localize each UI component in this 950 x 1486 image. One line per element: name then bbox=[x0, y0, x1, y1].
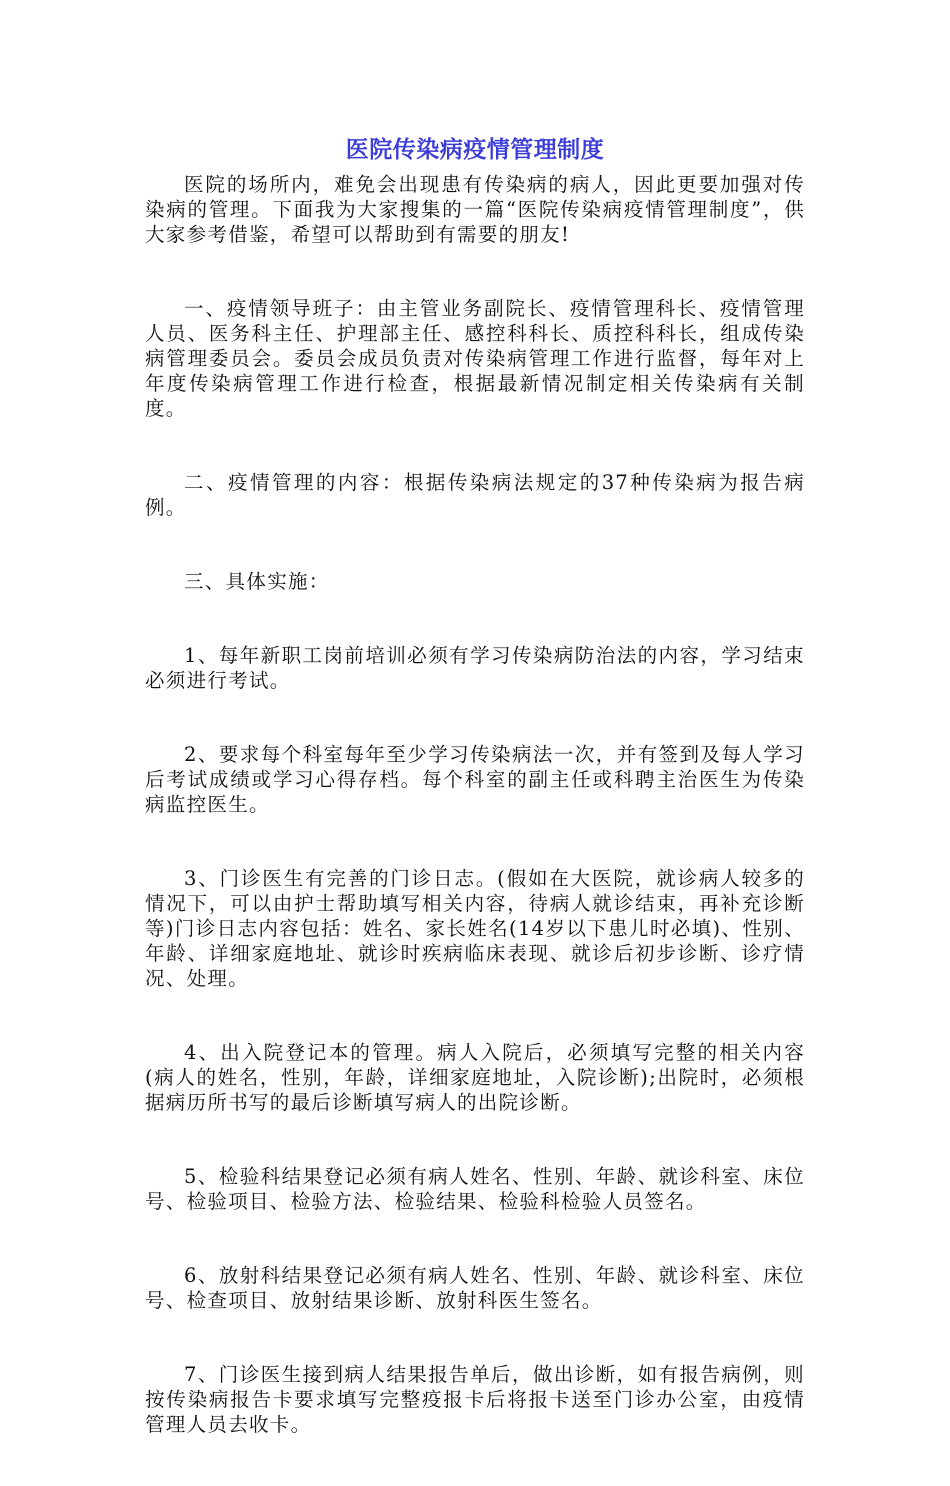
item-7-paragraph: 7、门诊医生接到病人结果报告单后，做出诊断，如有报告病例，则按传染病报告卡要求填写完整疫报卡后将报卡送至门诊办公室，由疫情管理人员去收卡。 bbox=[145, 1363, 805, 1436]
item-4-paragraph: 4、出入院登记本的管理。病人入院后，必须填写完整的相关内容(病人的姓名，性别，年龄，详细家庭地址，入院诊断);出院时，必须根据病历所书写的最后诊断填写病人的出院诊断。 bbox=[145, 1041, 805, 1114]
section-leadership-paragraph: 一、疫情领导班子：由主管业务副院长、疫情管理科长、疫情管理人员、医务科主任、护理部主任、感控科科长、质控科科长，组成传染病管理委员会。委员会成员负责对传染病管理工作进行监督，每年对上年度传染病管理工作进行检查，根据最新情况制定相关传染病有关制度。 bbox=[145, 297, 805, 420]
section-implementation-heading: 三、具体实施： bbox=[184, 570, 330, 593]
section-content-paragraph: 二、疫情管理的内容：根据传染病法规定的37种传染病为报告病例。 bbox=[145, 471, 805, 519]
item-5-paragraph: 5、检验科结果登记必须有病人姓名、性别、年龄、就诊科室、床位号、检验项目、检验方法、检验结果、检验科检验人员签名。 bbox=[145, 1165, 805, 1213]
item-1-paragraph: 1、每年新职工岗前培训必须有学习传染病防治法的内容，学习结束必须进行考试。 bbox=[145, 644, 805, 692]
document-title: 医院传染病疫情管理制度 bbox=[345, 137, 605, 163]
document-page bbox=[145, 130, 805, 1486]
item-3-paragraph: 3、门诊医生有完善的门诊日志。(假如在大医院，就诊病人较多的情况下，可以由护士帮助填写相关内容，待病人就诊结束，再补充诊断等)门诊日志内容包括：姓名、家长姓名(14岁以下患儿时必填)、性别、年龄、详细家庭地址、就诊时疾病临床表现、就诊后初步诊断、诊疗情况、处理。 bbox=[145, 867, 805, 990]
item-2-paragraph: 2、要求每个科室每年至少学习传染病法一次，并有签到及每人学习后考试成绩或学习心得存档。每个科室的副主任或科聘主治医生为传染病监控医生。 bbox=[145, 743, 805, 816]
item-6-paragraph: 6、放射科结果登记必须有病人姓名、性别、年龄、就诊科室、床位号、检查项目、放射结果诊断、放射科医生签名。 bbox=[145, 1264, 805, 1312]
intro-paragraph: 医院的场所内，难免会出现患有传染病的病人，因此更要加强对传染病的管理。下面我为大家搜集的一篇“医院传染病疫情管理制度”，供大家参考借鉴，希望可以帮助到有需要的朋友! bbox=[145, 173, 805, 246]
